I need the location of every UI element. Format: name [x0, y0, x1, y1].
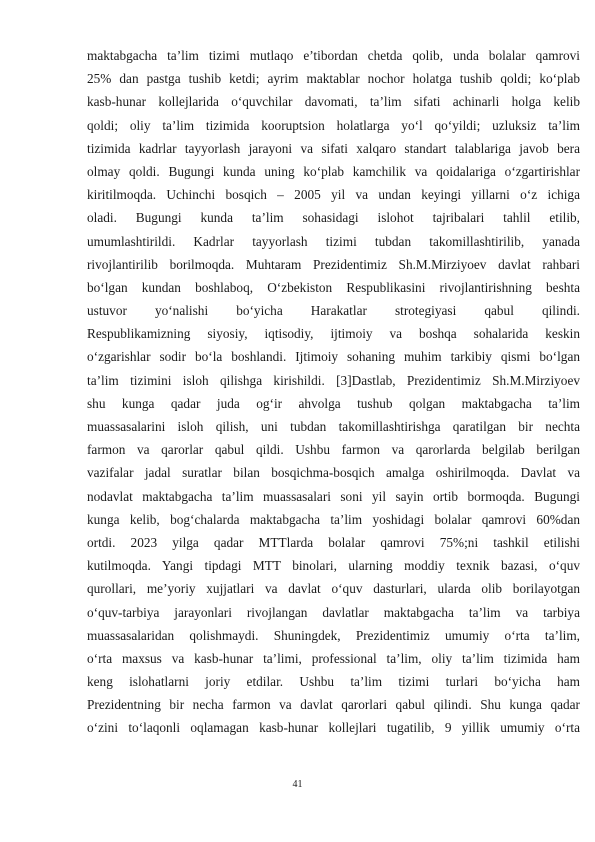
- text-line: Respublikamizning siyosiy, iqtisodiy, ijtimoiy va boshqa sohalarida keskin: [87, 326, 580, 342]
- text-line: nodavlat maktabgacha ta’lim muassasalari soni yil sayin ortib bormoqda. Bugungi: [87, 488, 580, 504]
- text-line: maktabgacha ta’lim tizimi mutlaqo e’tibordan chetda qolib, unda bolalar qamrovi: [87, 48, 580, 63]
- text-line: kutilmoqda. Yangi tipdagi MTT binolari, ularning moddiy texnik bazasi, o‘quv: [87, 558, 580, 574]
- text-line: o‘quv-tarbiya jarayonlari rivojlangan davlatlar maktabgacha ta’lim va tarbiya: [87, 604, 580, 620]
- text-line: oladi. Bugungi kunda ta’lim sohasidagi islohot tajribalari tahlil etilib,: [87, 210, 580, 226]
- text-line: Prezidentning bir necha farmon va davlat qarorlari qabul qilindi. Shu kunga qadar: [87, 697, 580, 713]
- text-line: tizimida kadrlar tayyorlash jarayoni va sifati xalqaro standart talablariga javob bera: [87, 140, 580, 156]
- text-line: kunga kelib, bog‘chalarda maktabgacha ta’lim yoshidagi bolalar qamrovi 60%dan: [87, 511, 580, 527]
- text-line: qoldi; oliy ta’lim tizimida kooruptsion holatlarga yo‘l qo‘yildi; uzluksiz ta’lim: [87, 117, 580, 133]
- text-line: shu kunga qadar juda og‘ir ahvolga tushub qolgan maktabgacha ta’lim: [87, 395, 580, 411]
- text-line: muassasalarini isloh qilish, uni tubdan takomillashtirishga qaratilgan bir nechta: [87, 419, 580, 434]
- text-line: keng islohatlarni joriy etdilar. Ushbu ta’lim tizimi turlari bo‘yicha ham: [87, 674, 580, 690]
- text-line: ustuvor yo‘nalishi bo‘yicha Harakatlar strotegiyasi qabul qilindi.: [87, 303, 580, 319]
- text-line: bo‘lgan kundan boshlaboq, O‘zbekiston Respublikasini rivojlantirishning beshta: [87, 279, 580, 295]
- text-line: o‘zini to‘laqonli oqlamagan kasb-hunar kollejlari tugatilib, 9 yillik umumiy o‘rta: [87, 720, 580, 736]
- page-number: 41: [292, 779, 303, 790]
- text-line: farmon va qarorlar qabul qildi. Ushbu farmon va qarorlarda belgilab berilgan: [87, 442, 580, 458]
- text-line: rivojlantirilib borilmoqda. Muhtaram Prezidentimiz Sh.M.Mirziyoev davlat rahbari: [87, 256, 580, 272]
- text-line: 25% dan pastga tushib ketdi; ayrim maktablar nochor holatga tushib qoldi; ko‘plab: [87, 71, 580, 87]
- text-line: vazifalar jadal suratlar bilan bosqichma-bosqich amalga oshirilmoqda. Davlat va: [87, 465, 580, 481]
- body-paragraph: [87, 44, 580, 740]
- text-line: ta’lim tizimini isloh qilishga kirishildi. [3]Dastlab, Prezidentimiz Sh.M.Mirziyoev: [87, 372, 580, 388]
- text-line: ortdi. 2023 yilga qadar MTTlarda bolalar qamrovi 75%;ni tashkil etilishi: [87, 534, 580, 550]
- text-line: o‘rta maxsus va kasb-hunar ta’limi, professional ta’lim, oliy ta’lim tizimida ham: [87, 650, 580, 666]
- text-line: qurollari, me’yoriy xujjatlari va davlat o‘quv dasturlari, ularda olib borilayotgan: [87, 581, 580, 597]
- text-line: olmay qoldi. Bugungi kunda uning ko‘plab kamchilik va qoidalariga o‘zgartirishlar: [87, 163, 580, 179]
- text-line: muassasalaridan qolishmaydi. Shuningdek, Prezidentimiz umumiy o‘rta ta’lim,: [87, 627, 580, 643]
- text-line: o‘zgarishlar sodir bo‘la boshlandi. Ijtimoiy sohaning muhim tarkibiy qismi bo‘lgan: [87, 349, 580, 365]
- text-line: kasb-hunar kollejlarida o‘quvchilar davomati, ta’lim sifati achinarli holga kelib: [87, 94, 580, 110]
- text-line: umumlashtirildi. Kadrlar tayyorlash tizimi tubdan takomillashtirilib, yanada: [87, 233, 580, 249]
- text-line: kiritilmoqda. Uchinchi bosqich – 2005 yil va undan keyingi yillarni o‘z ichiga: [87, 187, 580, 203]
